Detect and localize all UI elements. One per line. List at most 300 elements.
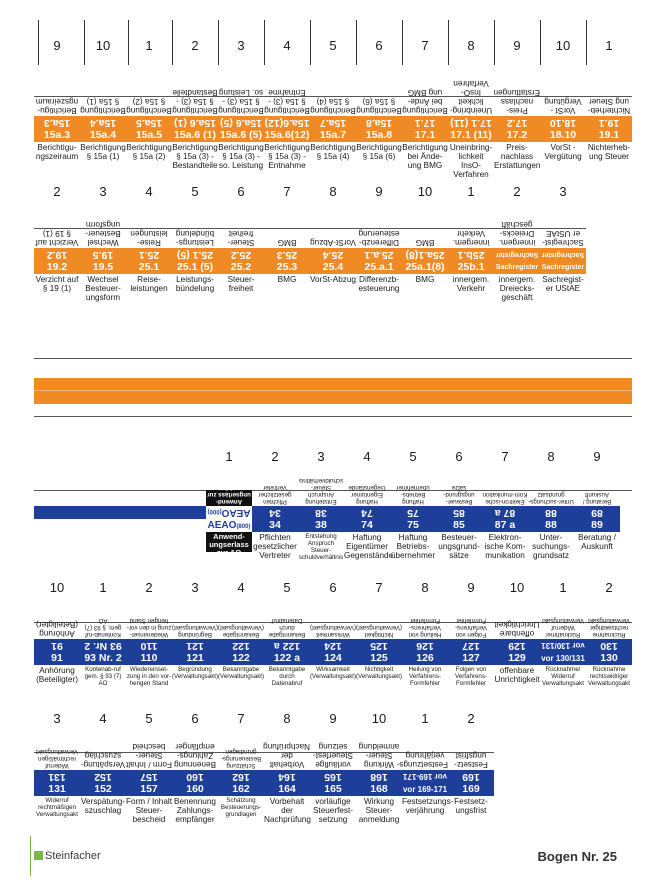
code-mirrored: 74 bbox=[361, 507, 373, 519]
label: Rücknahme/ Widerruf Verwaltungsakt bbox=[542, 666, 584, 687]
code-mirrored: 25.1 bbox=[138, 249, 160, 261]
code-mirrored: 126 bbox=[416, 640, 434, 652]
num: 3 bbox=[99, 184, 107, 199]
section-5-codes bbox=[34, 783, 494, 796]
label: innergem. Verkehr bbox=[452, 275, 490, 293]
num: 7 bbox=[283, 184, 291, 199]
code: 25b.1 bbox=[457, 261, 485, 273]
code: 75 bbox=[407, 519, 419, 531]
code-mirrored: 25.a.1 bbox=[364, 249, 394, 261]
label-mirrored: Rücknahme/ Widerruf Verwaltungsakt bbox=[542, 617, 584, 638]
code-mirrored: 15a.6 (1) bbox=[173, 117, 217, 129]
section-4-numbers bbox=[34, 580, 632, 595]
code-mirrored: 124 bbox=[324, 640, 342, 652]
label: Berichtigu-ngszeiraum bbox=[35, 143, 79, 161]
label-mirrored: innergem. Dreiecks-geschäft bbox=[498, 220, 536, 247]
label: Haftung Betriebs-übernehmer bbox=[390, 533, 436, 560]
label-mirrored: Begründung (Verwaltungsakt) bbox=[171, 624, 218, 638]
label-mirrored: Schätzung Besteuerungs-grundlagen bbox=[220, 748, 262, 769]
num: 2 bbox=[271, 449, 279, 464]
code-mirrored: 19.2 bbox=[46, 249, 68, 261]
num: 10 bbox=[49, 580, 65, 595]
label-mirrored: VorSt-Abzug bbox=[310, 238, 356, 247]
section-3-numbers bbox=[206, 449, 620, 464]
section-4-codes bbox=[34, 652, 632, 665]
code-mirrored: 15a.3 bbox=[43, 117, 71, 129]
code-mirrored: Sachregister bbox=[541, 251, 585, 258]
label-mirrored: BMG bbox=[415, 238, 435, 247]
code-mirrored: 85 bbox=[453, 507, 465, 519]
code: 122 a bbox=[273, 652, 301, 664]
label-mirrored: Berichtigung § 15a (2) bbox=[126, 97, 172, 115]
anwendungserlass-label-mirrored: Anwend-ungserlass zur AO bbox=[207, 484, 251, 505]
code-mirrored: 168 bbox=[370, 771, 388, 783]
code-mirrored: 121 bbox=[186, 640, 204, 652]
section-4-labels bbox=[34, 665, 632, 687]
section-3-labels-mirrored bbox=[206, 477, 620, 506]
label: vorläufige Steuerfest-setzung bbox=[312, 797, 354, 824]
code-mirrored: 160 bbox=[186, 771, 204, 783]
label: Steuer-freiheit bbox=[227, 275, 255, 293]
section-2-numbers bbox=[34, 184, 586, 199]
code: 17.2 bbox=[506, 129, 528, 141]
code-mirrored: 15a.7 bbox=[319, 117, 347, 129]
section-5-labels-mirrored bbox=[34, 742, 494, 770]
code: 25.3 bbox=[276, 261, 298, 273]
label-mirrored: Berichtigu-ngszeiraum bbox=[35, 97, 79, 115]
section-2-codes bbox=[34, 261, 586, 274]
label: Verspätung-szuschlag bbox=[80, 797, 126, 815]
num: 6 bbox=[329, 580, 337, 595]
num: 4 bbox=[145, 184, 153, 199]
label: Wechsel Besteuer-ungsform bbox=[85, 275, 121, 302]
num: 1 bbox=[467, 184, 475, 199]
label: Wirkung Steuer-anmeldung bbox=[358, 797, 400, 824]
num: 5 bbox=[145, 711, 153, 726]
code: 15a.6 (5) bbox=[219, 129, 263, 141]
section-2-labels-mirrored bbox=[34, 220, 586, 248]
label: Preis-nachlass Erstattungen bbox=[494, 143, 541, 170]
label-mirrored: Uneinbring-lichkeit InsO-Verfahren bbox=[449, 79, 493, 115]
label: Haftung Eigentümer Gegenstände bbox=[344, 533, 394, 560]
label-mirrored: Verzicht auf § 19 (1) bbox=[35, 229, 79, 247]
label: Heilung von Verfahrens-Formfehler bbox=[408, 666, 442, 687]
label-mirrored: Nichterheb-ung Steuer bbox=[587, 97, 631, 115]
code-mirrored: 165 bbox=[324, 771, 342, 783]
label-mirrored: Berichtigung § 15a (1) bbox=[80, 97, 126, 115]
code: 162 bbox=[232, 783, 250, 795]
code-mirrored: 25b.1 bbox=[457, 249, 485, 261]
code: 25.4 bbox=[322, 261, 344, 273]
label-mirrored: Berichtigung § 15a (3) -Entnahme bbox=[264, 88, 310, 115]
code-mirrored: vor 169-171 bbox=[402, 772, 448, 781]
label-mirrored: Benennung Zahlungs-empfänger bbox=[174, 742, 216, 769]
num: 2 bbox=[605, 580, 613, 595]
code: 129 bbox=[508, 652, 526, 664]
code: 88 bbox=[545, 519, 557, 531]
label: Berichtigung § 15a (2) bbox=[126, 143, 172, 161]
label-mirrored: Rücknahme rechtswidriger Verwaltungsakt bbox=[588, 617, 630, 638]
code: 91 bbox=[51, 652, 63, 664]
num: 4 bbox=[363, 449, 371, 464]
code: 127 bbox=[462, 652, 480, 664]
num: 5 bbox=[283, 580, 291, 595]
code: 17.1 (11) bbox=[450, 129, 492, 141]
label: Beratung / Auskunft bbox=[578, 533, 616, 551]
label-mirrored: Besteuer-ungsgrund-sätze bbox=[443, 484, 475, 505]
label: Begründung (Verwaltungsakt) bbox=[172, 666, 219, 680]
code: Sachregister bbox=[495, 264, 539, 271]
label: Leistungs-bündelung bbox=[175, 275, 215, 293]
label-mirrored: Folgen von Verfahrens-Formfehler bbox=[455, 617, 487, 638]
code: 25a.1(8) bbox=[405, 261, 445, 273]
label-mirrored: Wirkung Steuer-anmeldung bbox=[358, 742, 400, 769]
num: 2 bbox=[513, 184, 521, 199]
label-mirrored: Preis-nachlass Erstattungen bbox=[493, 88, 540, 115]
blank-orange-band bbox=[34, 378, 632, 404]
label-mirrored: Widerruf rechtmäßigen Verwaltungsakt bbox=[36, 748, 78, 769]
label: innergem. Dreiecks-geschäft bbox=[498, 275, 536, 302]
code-mirrored: 17.1 (11) bbox=[450, 117, 492, 129]
label-mirrored: Wirksamkeit (Verwaltungsakt) bbox=[309, 624, 356, 638]
code-mirrored: 18.10 bbox=[549, 117, 577, 129]
label: Verzicht auf § 19 (1) bbox=[35, 275, 79, 293]
code-mirrored: Sachregister bbox=[495, 251, 539, 258]
code: 89 bbox=[591, 519, 603, 531]
num: 3 bbox=[53, 711, 61, 726]
section-2-codes-mirrored bbox=[34, 248, 586, 261]
code-mirrored: 25a.1(8) bbox=[405, 249, 445, 261]
section-1-codes-mirrored bbox=[34, 116, 632, 129]
code-mirrored: 122 a bbox=[273, 640, 301, 652]
label-mirrored: Differenzb-esteuerung bbox=[358, 229, 400, 247]
label-mirrored: Festsetz-ungsfrist bbox=[454, 751, 488, 769]
label: Form / Inhalt Steuer-bescheid bbox=[126, 797, 172, 824]
code-mirrored: 75 bbox=[407, 507, 419, 519]
code-mirrored: 87 a bbox=[494, 507, 516, 519]
code: 19.5 bbox=[92, 261, 114, 273]
code: 19.2 bbox=[46, 261, 68, 273]
code: 19.1 bbox=[598, 129, 620, 141]
label: Benennung Zahlungs-empfänger bbox=[174, 797, 216, 824]
section-3-codes-mirrored bbox=[206, 506, 620, 519]
code: 74 bbox=[361, 519, 373, 531]
num: 10 bbox=[95, 38, 111, 53]
label-mirrored: Haftung Betriebs-übernehmer bbox=[396, 484, 430, 505]
num: 1 bbox=[559, 580, 567, 595]
code: 152 bbox=[94, 783, 112, 795]
label: Schätzung Besteuerungs-grundlagen bbox=[220, 797, 262, 818]
label-mirrored: Form / Inhalt Steuer-bescheid bbox=[126, 742, 172, 769]
code-mirrored: 169 bbox=[462, 771, 480, 783]
label: BMG bbox=[415, 275, 435, 284]
label-mirrored: Heilung von Verfahrens-Formfehler bbox=[408, 617, 442, 638]
code: 25.1 (5) bbox=[176, 261, 214, 273]
code: 121 bbox=[186, 652, 204, 664]
num: 1 bbox=[605, 38, 613, 53]
label: Elektron-ische Kom-munikation bbox=[484, 533, 526, 560]
label-mirrored: Berichtigung § 15a (3) -so. Leistung bbox=[218, 88, 264, 115]
num: 2 bbox=[191, 38, 199, 53]
code-mirrored: 122 bbox=[232, 640, 250, 652]
code: 122 bbox=[232, 652, 250, 664]
num: 1 bbox=[145, 38, 153, 53]
section-1-labels bbox=[34, 142, 632, 179]
label: Berichtigung § 15a (6) bbox=[356, 143, 402, 161]
num: 8 bbox=[329, 184, 337, 199]
num: 8 bbox=[467, 38, 475, 53]
section-3-labels bbox=[206, 532, 620, 561]
code: 160 bbox=[186, 783, 204, 795]
num: 3 bbox=[237, 38, 245, 53]
code: 15a.3 bbox=[43, 129, 71, 141]
code-mirrored: 152 bbox=[94, 771, 112, 783]
num: 6 bbox=[375, 38, 383, 53]
code: 38 bbox=[315, 519, 327, 531]
label: Festsetzungs-verjährung bbox=[402, 797, 454, 815]
code-mirrored: 89 bbox=[591, 507, 603, 519]
label: Anhörung (Beteiligter) bbox=[36, 666, 78, 684]
num: 3 bbox=[317, 449, 325, 464]
code-mirrored: 88 bbox=[545, 507, 557, 519]
num: 3 bbox=[191, 580, 199, 595]
num: 10 bbox=[371, 711, 387, 726]
label-mirrored: Elektron-ische Kom-munikation bbox=[482, 491, 528, 505]
code: 87 a bbox=[494, 519, 516, 531]
label-mirrored: Verspätung-szuschlag bbox=[80, 751, 126, 769]
code-mirrored: 130 bbox=[600, 640, 618, 652]
label: Rücknahme rechtswidriger Verwaltungsakt bbox=[588, 666, 630, 687]
section-4-codes-mirrored bbox=[34, 639, 632, 652]
label-mirrored: Festsetzungs-verjährung bbox=[396, 751, 448, 769]
aeao-top-mirrored bbox=[206, 506, 252, 519]
section-2-labels bbox=[34, 274, 586, 302]
label: Reise-leistungen bbox=[130, 275, 168, 293]
label: BMG bbox=[277, 275, 297, 284]
label: Berichtigung § 15a (3) -so. Leistung bbox=[218, 143, 264, 170]
num: 10 bbox=[417, 184, 433, 199]
label-mirrored: Steuer-freiheit bbox=[227, 229, 255, 247]
code: 15a.4 bbox=[89, 129, 117, 141]
code: 93 Nr. 2 bbox=[84, 652, 122, 664]
section-5-labels bbox=[34, 796, 494, 824]
label: Wiedereinset-zung in den vor-hengen Stand bbox=[126, 666, 172, 687]
label-mirrored: Berichtigung bei Ände-ung BMG bbox=[402, 88, 448, 115]
section-3-codes bbox=[206, 519, 620, 532]
label-mirrored: Bekanntgabe (Verwaltungsakt) bbox=[217, 624, 264, 638]
code-mirrored: 15a.8 bbox=[365, 117, 393, 129]
label: Berichtigung bei Ände-ung BMG bbox=[402, 143, 448, 170]
label-mirrored: Beratung / Auskunft bbox=[582, 491, 612, 505]
label: Festsetz-ungsfrist bbox=[454, 797, 488, 815]
code-mirrored: 25.1 (5) bbox=[176, 249, 214, 261]
code: 15a.7 bbox=[319, 129, 347, 141]
code: vor 130/131 bbox=[541, 654, 585, 663]
num: 9 bbox=[467, 580, 475, 595]
num: 9 bbox=[513, 38, 521, 53]
num: 10 bbox=[555, 38, 571, 53]
label-mirrored: vorläufige Steuerfest-setzung bbox=[312, 742, 354, 769]
code-mirrored: 17.1 bbox=[414, 117, 436, 129]
num: 10 bbox=[509, 580, 525, 595]
code: 34 bbox=[269, 519, 281, 531]
label: Nichtigkeit (Verwaltungsakt) bbox=[356, 666, 403, 680]
code-mirrored: 25.3 bbox=[276, 249, 298, 261]
label-mirrored: Vorbehalt der Nachprüfung bbox=[263, 742, 310, 769]
section-1-codes bbox=[34, 129, 632, 142]
label: Kontenab-ruf gem. § 93 (7) AO bbox=[84, 666, 122, 687]
label-mirrored: Leistungs-bündelung bbox=[175, 229, 215, 247]
label-mirrored: offenbare Unrichtigkeit bbox=[494, 620, 540, 638]
num: 2 bbox=[53, 184, 61, 199]
code-mirrored: 34 bbox=[269, 507, 281, 519]
code-mirrored: 19.1 bbox=[598, 117, 620, 129]
code: 18.10 bbox=[549, 129, 577, 141]
code: 25.1 bbox=[138, 261, 160, 273]
aeao-small: (800) bbox=[236, 524, 251, 530]
num: 8 bbox=[283, 711, 291, 726]
num: 5 bbox=[409, 449, 417, 464]
code: 130 bbox=[600, 652, 618, 664]
code-mirrored: 157 bbox=[140, 771, 158, 783]
label: Folgen von Verfahrens-Formfehler bbox=[455, 666, 487, 687]
num: 9 bbox=[375, 184, 383, 199]
label: Uneinbring-lichkeit InsO-Verfahren bbox=[449, 143, 493, 179]
num: 2 bbox=[145, 580, 153, 595]
code-mirrored: 127 bbox=[462, 640, 480, 652]
label: offenbare Unrichtigkeit bbox=[494, 666, 540, 684]
num: 8 bbox=[547, 449, 555, 464]
label: Berichtigung § 15a (3) -Entnahme bbox=[264, 143, 310, 170]
code: Sachregister bbox=[541, 264, 585, 271]
code: 157 bbox=[140, 783, 158, 795]
label: VorSt-Abzug bbox=[310, 275, 356, 284]
num: 4 bbox=[99, 711, 107, 726]
code-mirrored: 19.5 bbox=[92, 249, 114, 261]
code: 131 bbox=[48, 783, 66, 795]
code: 124 bbox=[324, 652, 342, 664]
aeao-bottom bbox=[206, 519, 252, 532]
num: 9 bbox=[593, 449, 601, 464]
label-mirrored: BMG bbox=[277, 238, 297, 247]
code: 126 bbox=[416, 652, 434, 664]
num: 5 bbox=[329, 38, 337, 53]
label: Berichtigung § 15a (4) bbox=[310, 143, 356, 161]
code-mirrored: 110 bbox=[140, 640, 158, 652]
num: 5 bbox=[191, 184, 199, 199]
label-mirrored: Bekanntgabe durch Datenabruf bbox=[268, 617, 306, 638]
aeao-text: AEAO bbox=[221, 507, 251, 518]
code-mirrored: 17.2 bbox=[506, 117, 528, 129]
label: Bekanntgabe (Verwaltungsakt) bbox=[218, 666, 265, 680]
code-mirrored: 15a.6(12) bbox=[264, 117, 310, 129]
num: 4 bbox=[237, 580, 245, 595]
code: 164 bbox=[278, 783, 296, 795]
code-mirrored: 15a.5 bbox=[135, 117, 163, 129]
num: 1 bbox=[99, 580, 107, 595]
code-mirrored: 25.4 bbox=[322, 249, 344, 261]
label: Berichtigung § 15a (1) bbox=[80, 143, 126, 161]
code: 85 bbox=[453, 519, 465, 531]
label: Berichtigung § 15a (3) -Bestandteile bbox=[172, 143, 218, 170]
code: 15a.6 (1) bbox=[173, 129, 217, 141]
brand-mark-icon bbox=[34, 851, 43, 860]
label: Entstehung Anspruch Steuer-schuldverhältnis bbox=[298, 533, 344, 561]
code-mirrored: 25.2 bbox=[230, 249, 252, 261]
code: 169 bbox=[462, 783, 480, 795]
num: 4 bbox=[283, 38, 291, 53]
num: 1 bbox=[225, 449, 233, 464]
label-mirrored: Berichtigung § 15a (6) bbox=[356, 97, 402, 115]
section-1-numbers bbox=[34, 38, 632, 53]
code-mirrored: 15a.6 (5) bbox=[219, 117, 263, 129]
num: 9 bbox=[53, 38, 61, 53]
label-mirrored: VorSt - Vergütung bbox=[544, 97, 582, 115]
num: 3 bbox=[559, 184, 567, 199]
code-mirrored: 125 bbox=[370, 640, 388, 652]
code: 15a.6(12) bbox=[264, 129, 310, 141]
code-mirrored: 91 bbox=[51, 640, 63, 652]
num: 7 bbox=[237, 711, 245, 726]
label-mirrored: Anhörung (Beteiligter) bbox=[36, 620, 78, 638]
code: 17.1 bbox=[414, 129, 436, 141]
num: 7 bbox=[421, 38, 429, 53]
num: 1 bbox=[421, 711, 429, 726]
label: VorSt - Vergütung bbox=[544, 143, 582, 161]
num: 6 bbox=[191, 711, 199, 726]
code: vor 169-171 bbox=[402, 785, 448, 794]
code: 25.2 bbox=[230, 261, 252, 273]
num: 6 bbox=[237, 184, 245, 199]
aeao-text: AEAO bbox=[207, 520, 237, 531]
code: 15a.5 bbox=[135, 129, 163, 141]
label: Besteuer-ungsgrund-sätze bbox=[438, 533, 480, 560]
label-mirrored: Reise-leistungen bbox=[130, 229, 168, 247]
code-mirrored: 131 bbox=[48, 771, 66, 783]
num: 6 bbox=[455, 449, 463, 464]
section-5-codes-mirrored bbox=[34, 770, 494, 783]
code: 165 bbox=[324, 783, 342, 795]
code: 15a.8 bbox=[365, 129, 393, 141]
num: 7 bbox=[501, 449, 509, 464]
code-mirrored: 38 bbox=[315, 507, 327, 519]
label: Pflichten gesetzlicher Vertreter bbox=[253, 533, 297, 560]
label-mirrored: Berichtigung § 15a (3) -Bestandteile bbox=[172, 88, 218, 115]
code-mirrored: 15a.4 bbox=[89, 117, 117, 129]
code-mirrored: 129 bbox=[508, 640, 526, 652]
label: Sachregist-er UStAE bbox=[542, 275, 584, 293]
label-mirrored: Entstehung Anspruch Steuer-schuldverhältnis bbox=[298, 477, 344, 505]
label-mirrored: Unter-suchungs-grundsatz bbox=[528, 491, 574, 505]
label: Nichterheb-ung Steuer bbox=[587, 143, 631, 161]
section-1-labels-mirrored bbox=[34, 79, 632, 116]
num: 2 bbox=[467, 711, 475, 726]
label: Differenzb-esteuerung bbox=[358, 275, 400, 293]
label: Vorbehalt der Nachprüfung bbox=[264, 797, 311, 824]
num: 8 bbox=[421, 580, 429, 595]
code-mirrored: vor 130/131 bbox=[541, 641, 585, 650]
brand-name: Steinfacher bbox=[45, 850, 101, 862]
code: 110 bbox=[140, 652, 158, 664]
anwendungserlass-label: Anwend-ungserlass zur AO bbox=[206, 532, 252, 552]
label: Bekanntgabe durch Datenabruf bbox=[268, 666, 306, 687]
brand-logo bbox=[34, 850, 101, 862]
label-mirrored: Sachregist-er UStAE bbox=[542, 229, 584, 247]
label-mirrored: Nichtigkeit (Verwaltungsakt) bbox=[355, 624, 402, 638]
label-mirrored: Haftung Eigentümer Gegenstände bbox=[348, 484, 386, 505]
label-mirrored: Berichtigung § 15a (4) bbox=[310, 97, 356, 115]
label-mirrored: innergem. Verkehr bbox=[452, 229, 490, 247]
